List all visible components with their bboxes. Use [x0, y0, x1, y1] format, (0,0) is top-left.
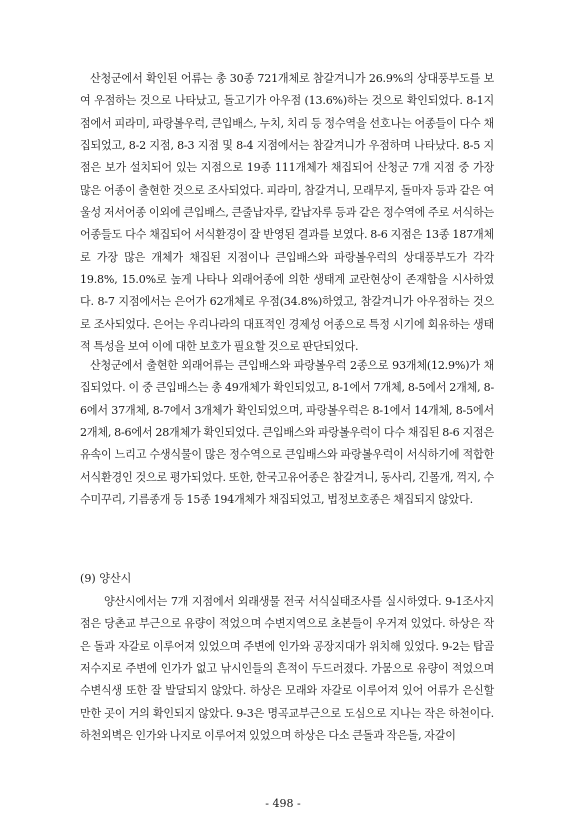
section-heading-yangsan: (9) 양산시: [80, 572, 132, 585]
paragraph-sancheong-exotic-fish: 산청군에서 출현한 외래어류는 큰입배스와 파랑볼우럭 2종으로 93개체(12.9%)가 채집되었다. 이 중 큰입배스는 총 49개체가 확인되었고, 8-1에서 7개체, 8-5에서 2개체, 8-6에서 37개체, 8-7에서 3개체가 확인되었으며, 파랑볼우럭은 8-1에서 14개체, 8-5에서 2개체, 8-6에서 28개체가 확인되었다. 큰입배스와 파랑볼우럭이 다수 채집된 8-6 지점은 유속이 느리고 수생식물이 많은 정수역으로 큰입배스와 파랑볼우럭이 서식하기에 적합한 서식환경인 것으로 평가되었다. 또한, 한국고유어종은 참갈겨니, 동사리, 긴몰개, 꺽지, 수수미꾸리, 기름종개 등 15종 194개체가 채집되었고, 법정보호종은 채집되지 않았다.: [80, 359, 494, 507]
page-number: - 498 -: [265, 797, 301, 810]
paragraph-sancheong-fish-survey: 산청군에서 확인된 어류는 총 30종 721개체로 참갈겨니가 26.9%의 상대풍부도를 보여 우점하는 것으로 나타났고, 돌고기가 아우점 (13.6%)하는 것으로 확인되었다. 8-1지점에서 피라미, 파랑볼우럭, 큰입배스, 누치, 치리 등 정수역을 선호나는 어종들이 다수 채집되었고, 8-2 지점, 8-3 지점 및 8-4 지점에서는 참갈겨니가 우점하며 나타났다. 8-5 지점은 보가 설치되어 있는 지점으로 19종 111개체가 채집되어 산청군 7개 지점 중 가장 많은 어종이 출현한 것으로 조사되었다. 피라미, 참갈겨니, 모래무지, 돌마자 등과 같은 여울성 저서어종 이외에 큰입배스, 큰줄납자루, 칼납자루 등과 같은 정수역에 주로 서식하는 어종들도 다수 채집되어 서식환경이 잘 반영된 결과를 보였다. 8-6 지점은 13종 187개체로 가장 많은 개체가 채집된 지점이나 큰입배스와 파랑볼우럭의 상대풍부도가 각각 19.8%, 15.0%로 높게 나타나 외래어종에 의한 생태계 교란현상이 존재함을 시사하였다. 8-7 지점에서는 은어가 62개체로 우점(34.8%)하였고, 참갈겨니가 아우점하는 것으로 조사되었다. 은어는 우리나라의 대표적인 경제성 어종으로 특정 시기에 회유하는 생태적 특성을 보여 이에 대한 보호가 필요할 것으로 판단되었다.: [80, 72, 494, 354]
paragraph-yangsan-survey: 양산시에서는 7개 지점에서 외래생물 전국 서식실태조사를 실시하였다. 9-1조사지점은 당촌교 부근으로 유량이 적었으며 수변지역으로 초본들이 우거져 있었다. 하상은 작은 돌과 자갈로 이루어져 있었으며 주변에 인가와 공장지대가 위치해 있었다. 9-2는 탑골저수지로 주변에 인가가 없고 낚시인들의 흔적이 두드러졌다. 가뭄으로 유량이 적었으며 수변식생 또한 잘 발달되지 않았다. 하상은 모래와 자갈로 이루어져 있어 어류가 은신할 만한 곳이 거의 확인되지 않았다. 9-3은 명곡교부근으로 도심으로 지나는 작은 하천이다. 하천외벽은 인가와 나지로 이루어져 있었으며 하상은 다소 큰돌과 작은돌, 자갈이: [80, 595, 494, 743]
